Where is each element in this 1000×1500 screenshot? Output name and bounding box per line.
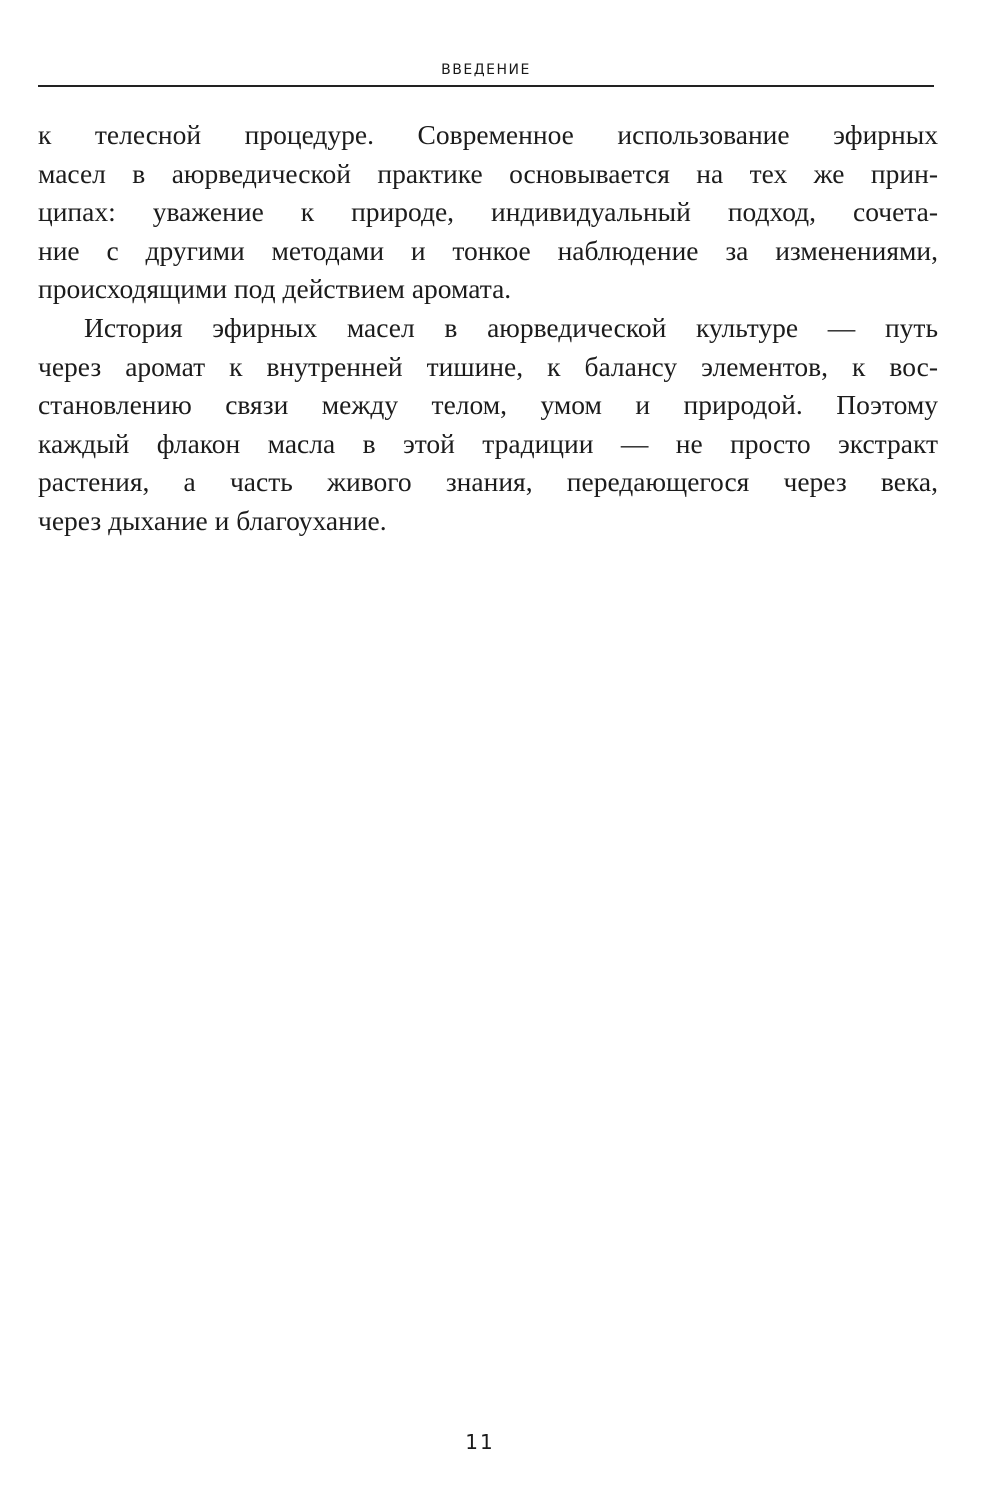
header-rule (38, 85, 934, 87)
text-line: История эфирных масел в аюрведической культуре — путь (84, 311, 938, 343)
text-line: становлению связи между телом, умом и природой. Поэтому (38, 389, 938, 421)
text-line: через аромат к внутренней тишине, к балансу элементов, к вос- (38, 350, 938, 382)
paragraph (38, 116, 938, 309)
text-line: к телесной процедуре. Современное использование эфирных (38, 119, 938, 150)
text-line: ние с другими методами и тонкое наблюдение за изменениями, (38, 234, 938, 266)
page-number: 11 (465, 1430, 495, 1454)
text-line: происходящими под действием аромата. (38, 273, 512, 305)
text-line: через дыхание и благоухание. (38, 504, 387, 536)
text-line: растения, а часть живого знания, передающегося через века, (38, 466, 938, 498)
body-text (38, 116, 938, 541)
text-line: ципах: уважение к природе, индивидуальный подход, сочета- (38, 196, 938, 228)
running-head: ВВЕДЕНИЕ (441, 62, 531, 78)
paragraph (38, 309, 938, 541)
text-line: масел в аюрведической практике основывается на тех же прин- (38, 157, 938, 189)
text-line: каждый флакон масла в этой традиции — не просто экстракт (38, 427, 938, 459)
